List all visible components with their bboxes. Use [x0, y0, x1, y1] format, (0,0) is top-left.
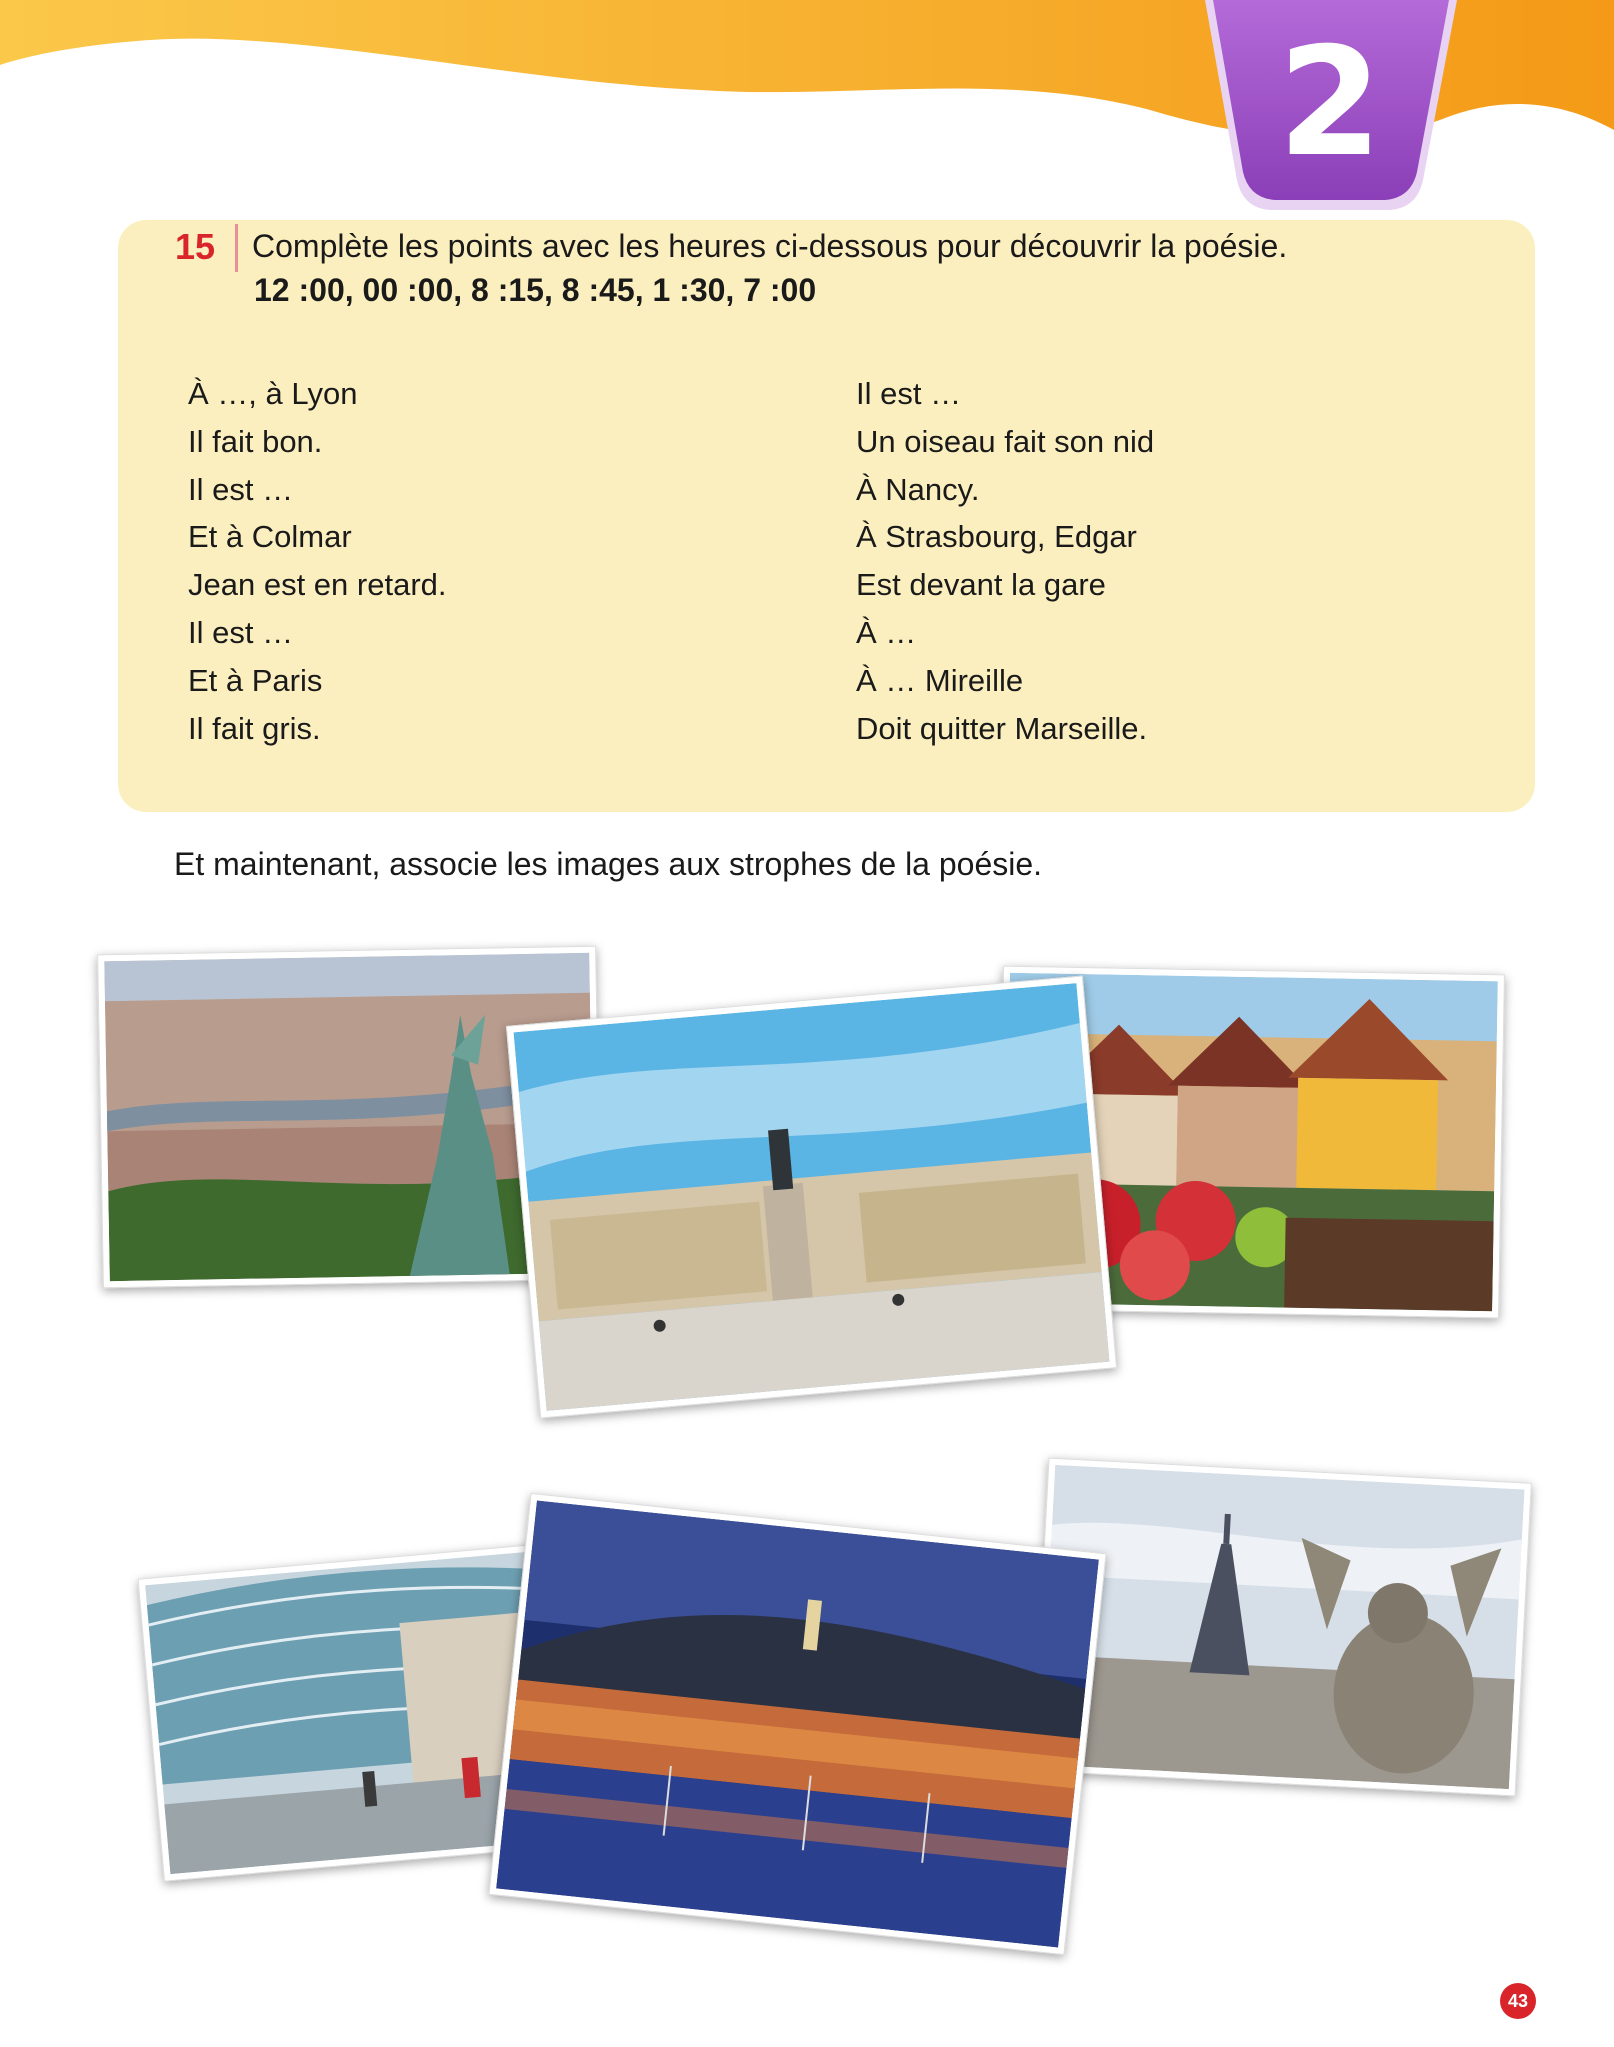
- page-number: 43: [1500, 1983, 1536, 2019]
- poem-line: Et à Colmar: [188, 519, 352, 555]
- poem-line: À Nancy.: [856, 471, 980, 507]
- poem-line: À …, à Lyon: [188, 376, 358, 411]
- photo-nancy: [506, 976, 1117, 1419]
- poem-line: Il est …: [188, 471, 294, 507]
- poem-line: Jean est en retard.: [188, 567, 447, 603]
- poem-line: À … Mireille: [856, 662, 1024, 698]
- chapter-number: 2: [1277, 16, 1383, 190]
- exercise-instruction: Complète les points avec les heures ci-dessous pour découvrir la poésie.: [252, 228, 1288, 264]
- poem-line: Doit quitter Marseille.: [856, 710, 1148, 746]
- poem-left-column: [188, 370, 447, 752]
- poem-line: Il est …: [188, 614, 294, 650]
- poem-line: Est devant la gare: [856, 567, 1106, 603]
- poem-line: Il fait bon.: [188, 423, 323, 459]
- exercise-number: 15: [175, 226, 216, 267]
- poem-line: Il fait gris.: [188, 710, 321, 746]
- poem-line: À Strasbourg, Edgar: [856, 519, 1137, 555]
- poem-line: Et à Paris: [188, 662, 323, 698]
- exercise-times: 12 :00, 00 :00, 8 :15, 8 :45, 1 :30, 7 :00: [254, 272, 817, 308]
- poem-right-column: [856, 370, 1154, 752]
- poem-line: Il est …: [856, 376, 962, 411]
- poem-line: Un oiseau fait son nid: [856, 423, 1155, 459]
- poem-line: À …: [856, 614, 917, 650]
- photo-marseille: [488, 1493, 1106, 1955]
- photo-paris: [1032, 1458, 1532, 1797]
- association-prompt: Et maintenant, associe les images aux strophes de la poésie.: [174, 846, 1043, 882]
- exercise-divider: [235, 224, 238, 272]
